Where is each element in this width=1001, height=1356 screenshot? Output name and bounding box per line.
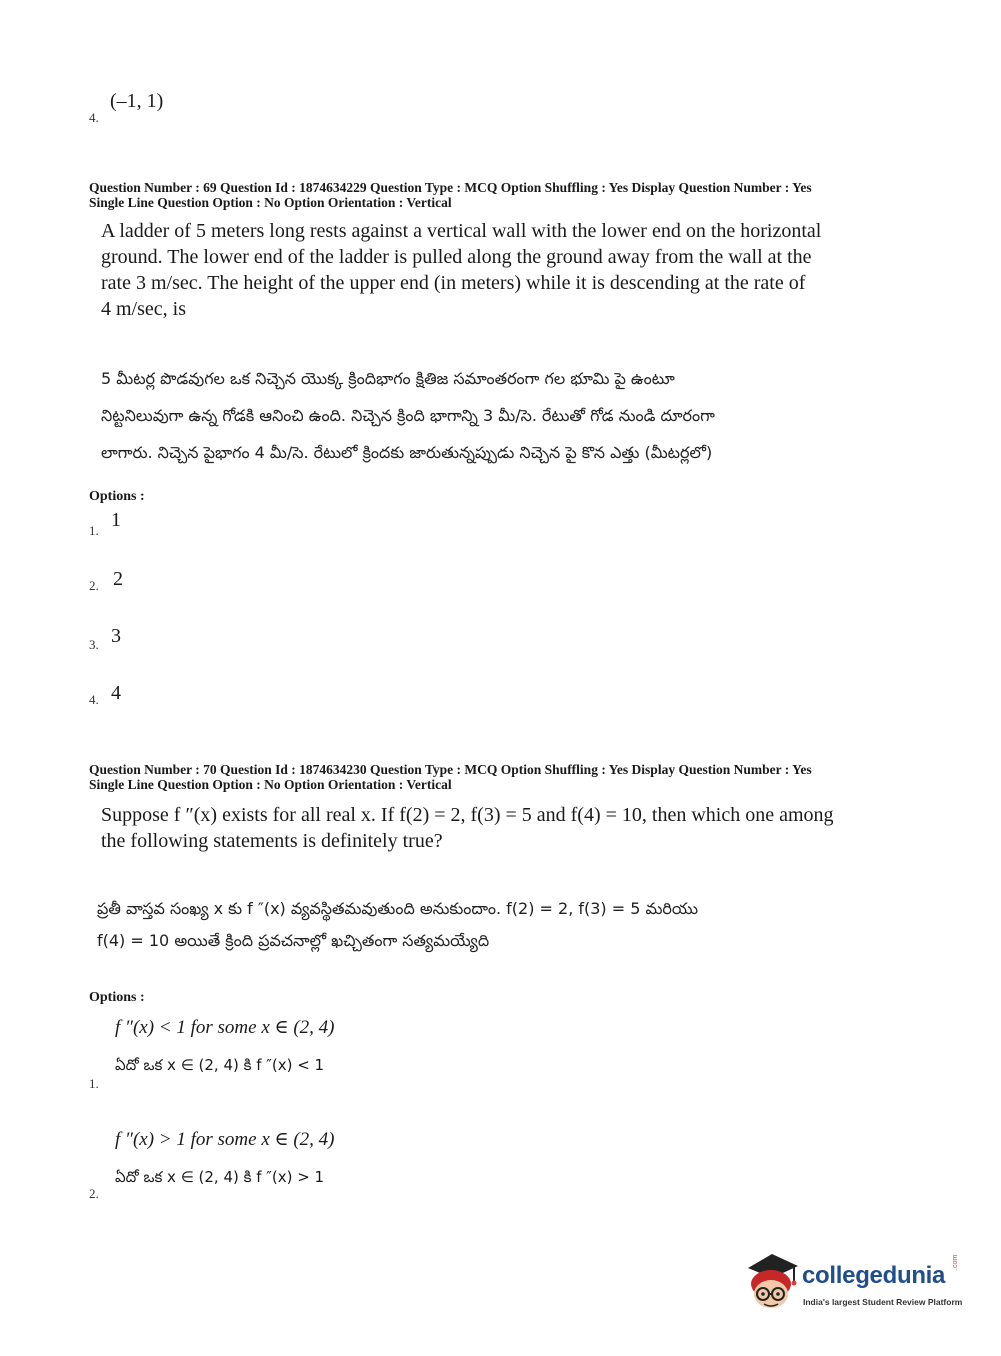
option-number: 1. [89, 1076, 99, 1091]
question-line: లాగారు. నిచ్చెన పైభాగం 4 మీ/సె. రేటులో క్రిందకు జారుతున్నప్పుడు నిచ్చెన పై కొన ఎత్తు (మీటర్లలో) [101, 443, 713, 462]
question-line: నిట్టనిలువుగా ఉన్న గోడకి ఆనించి ఉంది. నిచ్చెన క్రింది భాగాన్ని 3 మీ/సె. రేటుతో గోడ నుండి దూరంగా [101, 406, 715, 425]
question-line: ప్రతీ వాస్తవ సంఖ్య x కు f ″(x) వ్యవస్థితమవుతుంది అనుకుందాం. f(2) = 2, f(3) = 5 మరియు [97, 899, 699, 918]
option-text-telugu: ఏదో ఒక x ∈ (2, 4) కి f ″(x) < 1 [115, 1056, 325, 1074]
collegedunia-logo [742, 1250, 972, 1320]
question-text-telugu [97, 893, 698, 957]
option-2[interactable] [89, 1122, 489, 1207]
mascot-icon [742, 1250, 800, 1312]
option-value: 3 [111, 625, 121, 647]
option-value: 2 [113, 568, 123, 590]
option-number: 2. [89, 1186, 99, 1201]
question-line: 4 m/sec, is [101, 298, 186, 320]
options-heading: Options : [89, 489, 145, 504]
question-text-telugu [101, 360, 715, 471]
option-1[interactable] [89, 1010, 489, 1095]
options-heading: Options : [89, 990, 145, 1005]
option-text-telugu: ఏదో ఒక x ∈ (2, 4) కి f ″(x) > 1 [115, 1168, 325, 1186]
question-text-english [101, 802, 834, 854]
brand-name: collegedunia [802, 1262, 946, 1289]
option-number: 1. [89, 523, 99, 538]
question-line: ground. The lower end of the ladder is pulled along the ground away from the wall at the [101, 246, 812, 268]
question-meta-line2: Single Line Question Option : No Option Orientation : Vertical [89, 195, 452, 210]
question-meta-line2: Single Line Question Option : No Option Orientation : Vertical [89, 777, 452, 792]
question-meta [89, 762, 812, 792]
question-line: 5 మీటర్ల పొడవుగల ఒక నిచ్చెన యొక్క క్రిందిభాగం క్షితిజ సమాంతరంగా గల భూమి పై ఉంటూ [101, 369, 675, 388]
option-value: 1 [111, 509, 121, 531]
question-line: Suppose f ″(x) exists for all real x. If f(2) = 2, f(3) = 5 and f(4) = 10, then which one among [101, 804, 834, 826]
option-value: 4 [111, 682, 121, 704]
question-meta [89, 180, 812, 210]
option-text-english: f ″(x) < 1 for some x ∈ (2, 4) [115, 1017, 335, 1038]
option-value: (–1, 1) [110, 90, 164, 112]
question-meta-line1: Question Number : 69 Question Id : 1874634229 Question Type : MCQ Option Shuffling : Yes Display Question Number : Yes [89, 180, 812, 195]
question-line: f(4) = 10 అయితే క్రింది ప్రవచనాల్లో ఖచ్చితంగా సత్యమయ్యేది [97, 931, 490, 950]
brand-tagline: India's largest Student Review Platform [803, 1297, 963, 1307]
question-text-english [101, 218, 821, 322]
brand-suffix: .com [952, 1254, 959, 1270]
question-line: rate 3 m/sec. The height of the upper end (in meters) while it is descending at the rate of [101, 272, 806, 294]
question-meta-line1: Question Number : 70 Question Id : 1874634230 Question Type : MCQ Option Shuffling : Yes Display Question Number : Yes [89, 762, 812, 777]
option-number: 4. [89, 692, 99, 707]
option-number: 3. [89, 637, 99, 652]
question-line: the following statements is definitely true? [101, 830, 443, 852]
question-line: A ladder of 5 meters long rests against a vertical wall with the lower end on the horizontal [101, 220, 822, 242]
option-number: 4. [89, 110, 99, 125]
option-text-english: f ″(x) > 1 for some x ∈ (2, 4) [115, 1129, 335, 1150]
option-number: 2. [89, 578, 99, 593]
